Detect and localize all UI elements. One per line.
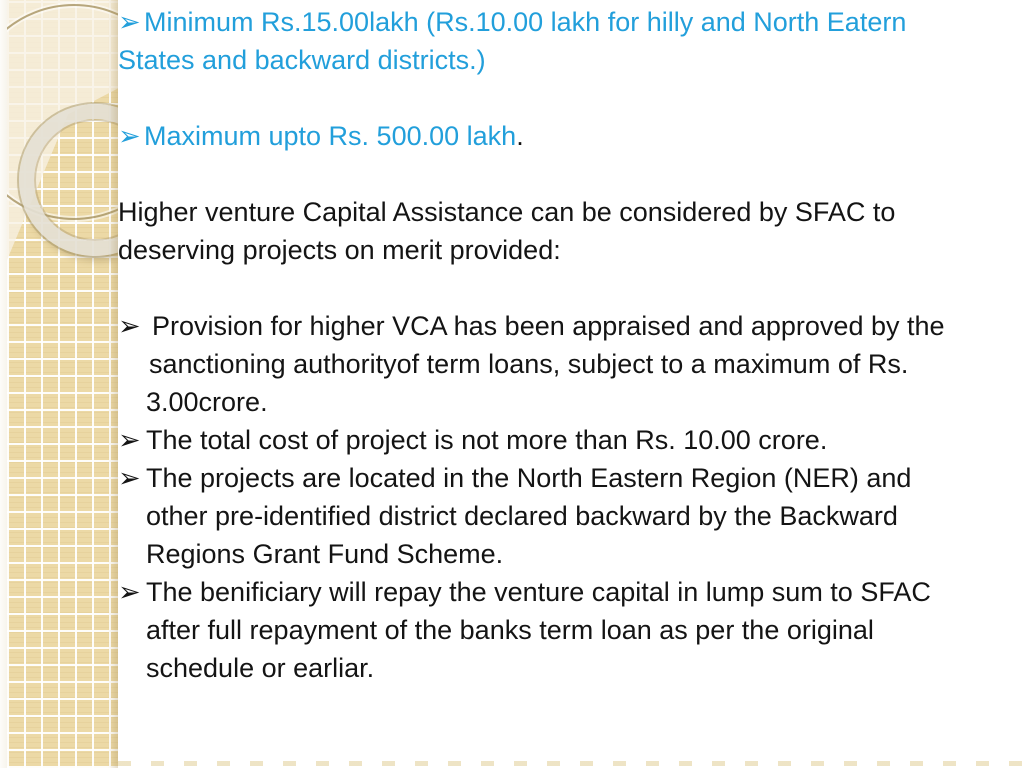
arrow-bullet-icon: ➢: [118, 425, 141, 455]
bullet-item-line: [118, 649, 1018, 687]
bullet-item-line: [118, 383, 1018, 421]
arrow-bullet-icon: ➢: [118, 577, 141, 607]
bullet-item-line: [118, 573, 1018, 611]
text-line: [118, 41, 1018, 79]
sentence-period: .: [516, 121, 524, 151]
bullet-item-line: [118, 345, 1018, 383]
sidebar-edge-shadow: [108, 0, 118, 768]
text-line-content: The projects are located in the North Eastern Region (NER) and: [146, 463, 912, 493]
text-line: [118, 193, 1018, 231]
text-line-content: sanctioning authorityof term loans, subject to a maximum of Rs.: [149, 349, 909, 379]
text-line-content: after full repayment of the banks term loan as per the original: [146, 615, 874, 645]
bullet-item-line: [118, 535, 1018, 573]
text-line: [118, 231, 1018, 269]
text-line: [118, 3, 1018, 41]
text-line-content: Maximum upto Rs. 500.00 lakh: [144, 121, 517, 151]
text-line-content: The benificiary will repay the venture capital in lump sum to SFAC: [146, 577, 931, 607]
text-line-content: Minimum Rs.15.00lakh (Rs.10.00 lakh for hilly and North Eatern: [144, 7, 907, 37]
text-line-content: deserving projects on merit provided:: [118, 235, 561, 265]
bullet-item-line: [118, 459, 1018, 497]
bullet-item-line: [118, 611, 1018, 649]
arrow-bullet-icon: ➢: [118, 463, 141, 493]
bullet-item-line: [118, 421, 1018, 459]
bullet-list: [118, 307, 1018, 687]
slide-body-text: [118, 3, 1018, 687]
text-line-content: Regions Grant Fund Scheme.: [146, 539, 504, 569]
arrow-bullet-icon: ➢: [118, 311, 141, 341]
arrow-bullet-icon: ➢: [118, 121, 141, 151]
sidebar-grid-texture: [7, 0, 118, 768]
paragraph-minimum-amount: [118, 3, 1018, 79]
text-line-content: schedule or earliar.: [146, 653, 375, 683]
text-line-content: 3.00crore.: [146, 387, 268, 417]
text-line-content: The total cost of project is not more than Rs. 10.00 crore.: [146, 425, 828, 455]
text-line-content: other pre-identified district declared backward by the Backward: [146, 501, 898, 531]
arrow-bullet-icon: ➢: [118, 7, 141, 37]
decorative-sidebar: [0, 0, 118, 768]
paragraph-higher-vca-intro: [118, 193, 1018, 269]
bullet-item-line: [118, 307, 1018, 345]
bullet-item-line: [118, 497, 1018, 535]
text-line: [118, 117, 1018, 155]
text-line-content: Higher venture Capital Assistance can be considered by SFAC to: [118, 197, 896, 227]
bottom-dashed-border: [118, 761, 1024, 766]
text-line-content: Provision for higher VCA has been appraised and approved by the: [152, 311, 945, 341]
text-line-content: States and backward districts.): [118, 45, 486, 75]
paragraph-maximum-amount: [118, 117, 1018, 155]
